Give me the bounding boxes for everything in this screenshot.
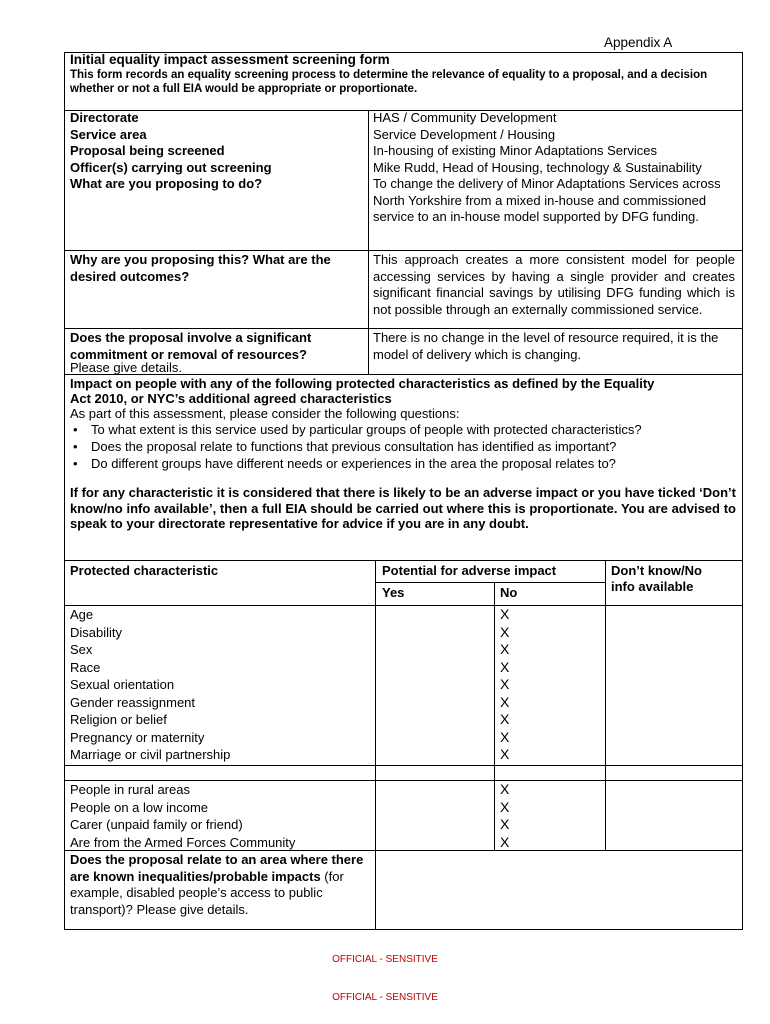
characteristic-name: Gender reassignment (70, 694, 196, 710)
directorate-value: HAS / Community Development (373, 110, 557, 125)
inequalities-question (70, 852, 370, 918)
no-mark: X (500, 623, 510, 640)
bullet-icon: • (73, 438, 78, 454)
no-mark: X (500, 833, 510, 850)
list-item (70, 439, 642, 456)
what-value: To change the delivery of Minor Adaptations Services across North Yorkshire from a mixed in-house and commissioned service to an in-house model supported by DFG funding. (373, 176, 721, 224)
divider (64, 560, 743, 561)
divider (64, 328, 743, 329)
classification-footer: OFFICIAL - SENSITIVE (332, 954, 438, 965)
inequalities-rest: (for example, disabled people’s access to public transport)? Please give details. (70, 868, 344, 917)
col-no: No (500, 585, 518, 600)
characteristic-name: Marriage or civil partnership (70, 747, 231, 762)
characteristic-name: Pregnancy or maternity (70, 729, 205, 745)
question-list (70, 422, 642, 472)
question-text: Do different groups have different needs or experiences in the area the proposal relates to? (91, 455, 616, 471)
advice-text: If for any characteristic it is considered that there is likely to be an adverse impact or you have ticked ‘Don’t know/no info available’, then a full EIA should be carried out where this is proportionate. You are advised to speak to your directorate representative for advice if you are in any doubt. (70, 485, 736, 531)
characteristic-name: Sex (70, 642, 93, 657)
appendix-label: Appendix A (604, 35, 673, 50)
impact-prompt: As part of this assessment, please consider the following questions: (70, 406, 460, 421)
col-characteristic: Protected characteristic (70, 563, 219, 578)
service-area-value: Service Development / Housing (373, 126, 556, 142)
form-title: Initial equality impact assessment screening form (70, 52, 390, 67)
resources-label: Does the proposal involve a significant commitment or removal of resources? (70, 330, 312, 362)
service-area-label: Service area (70, 126, 147, 142)
divider (375, 582, 605, 583)
question-text: To what extent is this service used by particular groups of people with protected characteristics? (91, 422, 642, 437)
divider (494, 582, 495, 850)
no-mark: X (500, 676, 510, 692)
divider (64, 250, 743, 251)
no-mark: X (500, 798, 510, 815)
divider (64, 765, 743, 766)
bullet-icon: • (73, 422, 78, 437)
characteristic-name: Disability (70, 624, 123, 640)
why-label: Why are you proposing this? What are the desired outcomes? (70, 252, 331, 284)
no-mark: X (500, 781, 510, 797)
divider (375, 560, 376, 930)
inequalities-bold: Does the proposal relate to an area where there are known inequalities/probable impacts (70, 852, 364, 884)
question-text: Does the proposal relate to functions that previous consultation has identified as important? (91, 438, 617, 454)
divider (368, 110, 369, 374)
no-mark: X (500, 816, 510, 832)
divider (605, 560, 606, 850)
resources-note: Please give details. (70, 360, 183, 375)
no-mark: X (500, 641, 510, 657)
no-mark: X (500, 728, 510, 745)
characteristic-name: People on a low income (70, 799, 209, 815)
proposal-label: Proposal being screened (70, 143, 225, 158)
bullet-icon: • (73, 455, 78, 471)
col-yes: Yes (382, 585, 405, 600)
characteristic-name: Race (70, 659, 101, 675)
no-mark: X (500, 693, 510, 710)
col-dont-know: Don’t know/No info available (611, 563, 702, 594)
classification-footer: OFFICIAL - SENSITIVE (332, 992, 438, 1003)
list-item (70, 422, 642, 439)
impact-heading: Act 2010, or NYC’s additional agreed characteristics (70, 391, 392, 406)
form-intro: This form records an equality screening process to determine the relevance of equality to a proposal, and a decision whether or not a full EIA would be appropriate or proportionate. (70, 69, 708, 95)
characteristic-name: Religion or belief (70, 712, 167, 727)
proposal-value: In-housing of existing Minor Adaptations Services (373, 143, 657, 158)
impact-heading: Impact on people with any of the following protected characteristics as defined by the Equality (70, 376, 655, 391)
characteristic-name: People in rural areas (70, 782, 190, 797)
list-item (70, 456, 642, 473)
no-mark: X (500, 658, 510, 675)
officers-value: Mike Rudd, Head of Housing, technology & Sustainability (373, 159, 702, 175)
characteristic-name: Age (70, 607, 94, 622)
divider (64, 605, 743, 606)
resources-value: There is no change in the level of resource required, it is the model of delivery which is changing. (373, 330, 719, 362)
no-mark: X (500, 606, 510, 622)
no-mark: X (500, 711, 510, 727)
col-potential: Potential for adverse impact (382, 563, 557, 578)
divider (64, 780, 743, 781)
why-value: This approach creates a more consistent model for people accessing services by having a single provider and creates significant financial savings by utilising DFG funding which is not possible through an externally commissioned service. (373, 252, 735, 317)
no-mark: X (500, 746, 510, 762)
characteristic-name: Carer (unpaid family or friend) (70, 817, 243, 832)
characteristic-name: Are from the Armed Forces Community (70, 834, 296, 850)
directorate-label: Directorate (70, 110, 139, 125)
officers-label: Officer(s) carrying out screening (70, 159, 272, 175)
what-label: What are you proposing to do? (70, 176, 263, 191)
characteristic-name: Sexual orientation (70, 677, 175, 692)
